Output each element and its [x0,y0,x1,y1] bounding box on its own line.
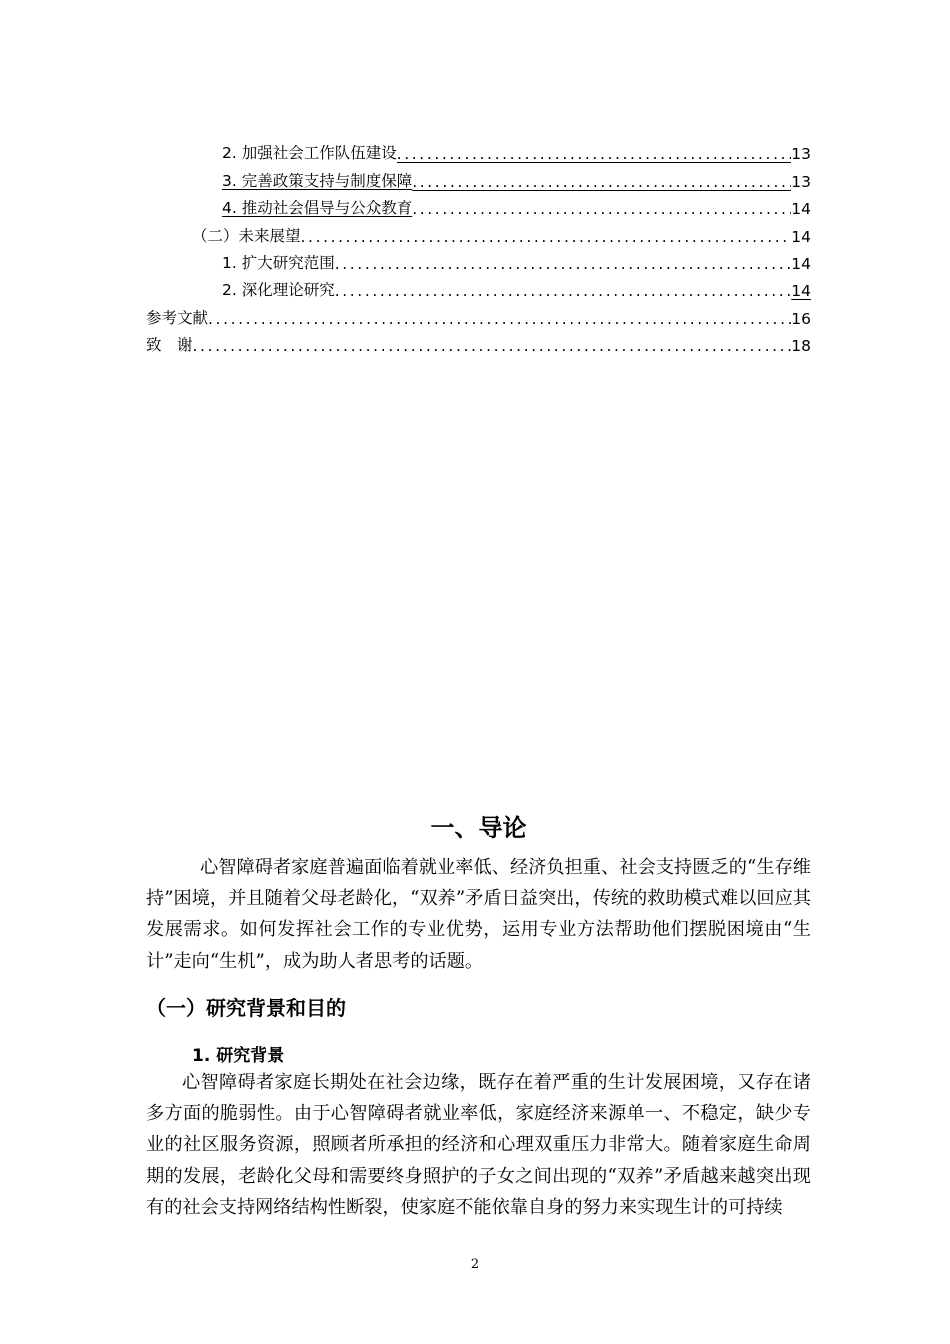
toc-entry[interactable] [146,191,811,218]
toc-leader-dots [335,255,792,273]
toc-entry-page: 18 [791,337,811,356]
intro-paragraph: 心智障碍者家庭普遍面临着就业率低、经济负担重、社会支持匮乏的“生存维持”困境，并且随着父母老龄化，“双养”矛盾日益突出，传统的救助模式难以回应其发展需求。如何发挥社会工作的专业优势，运用专业方法帮助他们摆脱困境由“生计”走向“生机”，成为助人者思考的话题。 [146,857,811,972]
toc-entry-label: 2. 加强社会工作队伍建设 [222,144,397,163]
toc-entry[interactable] [146,246,811,273]
toc-leader-dots [301,228,792,246]
toc-entry-page: 14 [791,282,811,301]
toc-entry-label: 致 谢 [146,336,193,355]
toc-entry[interactable] [146,218,811,245]
toc-leader-dots [412,200,791,218]
subsection-heading: （一）研究背景和目的 [146,996,346,1020]
page-number: 2 [470,1257,480,1272]
toc-leader-dots [412,173,791,191]
toc-entry[interactable] [146,328,811,355]
toc-entry-page: 16 [791,309,811,328]
toc-entry-page: 14 [791,227,811,246]
toc-entry-page: 13 [791,145,811,164]
toc-entry-page: 14 [791,254,811,273]
section-heading: 一、导论 [430,814,527,842]
toc-entry-label: （二）未来展望 [192,226,301,245]
toc-entry[interactable] [146,273,811,300]
toc-entry-label: 3. 完善政策支持与制度保障 [222,171,413,190]
toc-leader-dots [208,310,791,328]
toc-entry[interactable] [146,136,811,163]
toc-entry-label: 4. 推动社会倡导与公众教育 [222,199,413,218]
toc-entry-label: 2. 深化理论研究 [222,281,335,300]
toc-entry-page: 13 [791,172,811,191]
background-paragraph: 心智障碍者家庭长期处在社会边缘，既存在着严重的生计发展困境，又存在诸多方面的脆弱性。由于心智障碍者就业率低，家庭经济来源单一、不稳定，缺少专业的社区服务资源，照顾者所承担的经济和心理双重压力非常大。随着家庭生命周期的发展，老龄化父母和需要终身照护的子女之间出现的“双养”矛盾越来越突出现有的社会支持网络结构性断裂，使家庭不能依靠自身的努力来实现生计的可持续 [146,1072,811,1218]
toc-entry-label: 1. 扩大研究范围 [222,253,335,272]
toc-leader-dots [397,145,792,163]
table-of-contents [146,136,811,355]
toc-leader-dots [335,282,792,300]
toc-entry[interactable] [146,300,811,327]
toc-entry-page: 14 [791,200,811,219]
toc-leader-dots [193,337,792,355]
subsubsection-heading: 1. 研究背景 [192,1046,285,1066]
toc-entry[interactable] [146,163,811,190]
toc-entry-label: 参考文献 [146,308,209,327]
